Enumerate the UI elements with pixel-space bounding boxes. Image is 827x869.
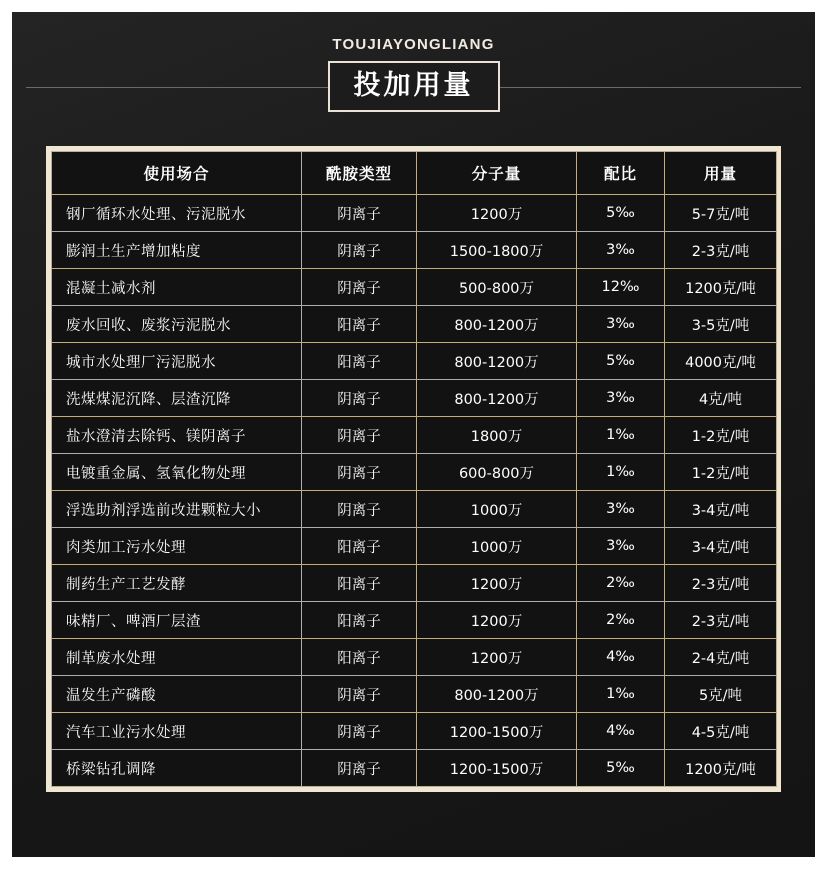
table-row: [52, 343, 777, 380]
cell-molecular-weight: 800-1200万: [417, 306, 577, 343]
cell-amide-type: 阳离子: [302, 306, 417, 343]
table-row: [52, 676, 777, 713]
dosage-table-card: [46, 146, 781, 792]
cell-dosage: 5克/吨: [665, 676, 777, 713]
cell-scene: 味精厂、啤酒厂层渣: [52, 602, 302, 639]
title-row: [12, 61, 815, 112]
cell-dosage: 5-7克/吨: [665, 195, 777, 232]
cell-ratio: 3‰: [577, 491, 665, 528]
header-divider-left: [26, 87, 349, 88]
cell-amide-type: 阴离子: [302, 269, 417, 306]
cell-ratio: 1‰: [577, 454, 665, 491]
table-row: [52, 602, 777, 639]
table-row: [52, 195, 777, 232]
cell-molecular-weight: 800-1200万: [417, 343, 577, 380]
cell-dosage: 3-4克/吨: [665, 528, 777, 565]
cell-scene: 汽车工业污水处理: [52, 713, 302, 750]
cell-amide-type: 阴离子: [302, 491, 417, 528]
table-body: [52, 195, 777, 787]
cell-scene: 温发生产磷酸: [52, 676, 302, 713]
cell-molecular-weight: 1200万: [417, 602, 577, 639]
cell-scene: 制药生产工艺发酵: [52, 565, 302, 602]
table-row: [52, 713, 777, 750]
table-row: [52, 639, 777, 676]
cell-ratio: 12‰: [577, 269, 665, 306]
cell-dosage: 1-2克/吨: [665, 417, 777, 454]
cell-scene: 桥梁钻孔调降: [52, 750, 302, 787]
cell-scene: 浮选助剂浮选前改进颗粒大小: [52, 491, 302, 528]
header-title-box: [328, 61, 500, 112]
table-row: [52, 565, 777, 602]
cell-amide-type: 阴离子: [302, 750, 417, 787]
cell-amide-type: 阳离子: [302, 602, 417, 639]
cell-ratio: 3‰: [577, 306, 665, 343]
table-row: [52, 380, 777, 417]
table-row: [52, 269, 777, 306]
cell-scene: 盐水澄清去除钙、镁阴离子: [52, 417, 302, 454]
cell-scene: 混凝土减水剂: [52, 269, 302, 306]
table-row: [52, 417, 777, 454]
cell-ratio: 4‰: [577, 713, 665, 750]
cell-dosage: 3-4克/吨: [665, 491, 777, 528]
cell-amide-type: 阴离子: [302, 417, 417, 454]
table-header-row: [52, 152, 777, 195]
cell-dosage: 4克/吨: [665, 380, 777, 417]
cell-dosage: 4000克/吨: [665, 343, 777, 380]
table-row: [52, 232, 777, 269]
cell-ratio: 3‰: [577, 232, 665, 269]
cell-ratio: 4‰: [577, 639, 665, 676]
cell-scene: 钢厂循环水处理、污泥脱水: [52, 195, 302, 232]
cell-molecular-weight: 1200万: [417, 565, 577, 602]
cell-ratio: 3‰: [577, 528, 665, 565]
cell-ratio: 1‰: [577, 417, 665, 454]
cell-amide-type: 阴离子: [302, 454, 417, 491]
content-panel: [12, 12, 815, 857]
cell-molecular-weight: 1200-1500万: [417, 750, 577, 787]
cell-scene: 肉类加工污水处理: [52, 528, 302, 565]
column-header-ratio: 配比: [577, 152, 665, 195]
table-header: [52, 152, 777, 195]
cell-scene: 废水回收、废浆污泥脱水: [52, 306, 302, 343]
cell-scene: 膨润土生产增加粘度: [52, 232, 302, 269]
cell-molecular-weight: 1200-1500万: [417, 713, 577, 750]
table-row: [52, 750, 777, 787]
cell-dosage: 1-2克/吨: [665, 454, 777, 491]
column-header-scene: 使用场合: [52, 152, 302, 195]
cell-dosage: 3-5克/吨: [665, 306, 777, 343]
table-row: [52, 491, 777, 528]
cell-amide-type: 阳离子: [302, 528, 417, 565]
cell-ratio: 3‰: [577, 380, 665, 417]
cell-dosage: 4-5克/吨: [665, 713, 777, 750]
table-row: [52, 306, 777, 343]
cell-amide-type: 阳离子: [302, 565, 417, 602]
header-divider-right: [478, 87, 801, 88]
dosage-table: [51, 151, 777, 787]
cell-amide-type: 阳离子: [302, 343, 417, 380]
cell-ratio: 5‰: [577, 195, 665, 232]
cell-molecular-weight: 1200万: [417, 195, 577, 232]
cell-ratio: 2‰: [577, 565, 665, 602]
cell-scene: 制革废水处理: [52, 639, 302, 676]
page-title: 投加用量: [353, 70, 474, 101]
cell-amide-type: 阳离子: [302, 639, 417, 676]
cell-dosage: 2-3克/吨: [665, 602, 777, 639]
cell-amide-type: 阴离子: [302, 195, 417, 232]
cell-amide-type: 阴离子: [302, 676, 417, 713]
cell-molecular-weight: 800-1200万: [417, 380, 577, 417]
cell-ratio: 2‰: [577, 602, 665, 639]
cell-scene: 电镀重金属、氢氧化物处理: [52, 454, 302, 491]
cell-molecular-weight: 1200万: [417, 639, 577, 676]
cell-ratio: 5‰: [577, 343, 665, 380]
header-pinyin-title: TOUJIAYONGLIANG: [332, 36, 495, 53]
cell-molecular-weight: 1500-1800万: [417, 232, 577, 269]
column-header-molecular-weight: 分子量: [417, 152, 577, 195]
table-row: [52, 454, 777, 491]
section-header: [12, 36, 815, 112]
cell-amide-type: 阴离子: [302, 713, 417, 750]
cell-molecular-weight: 500-800万: [417, 269, 577, 306]
cell-dosage: 1200克/吨: [665, 269, 777, 306]
column-header-amide-type: 酰胺类型: [302, 152, 417, 195]
table-row: [52, 528, 777, 565]
cell-dosage: 1200克/吨: [665, 750, 777, 787]
cell-amide-type: 阴离子: [302, 380, 417, 417]
cell-molecular-weight: 800-1200万: [417, 676, 577, 713]
cell-molecular-weight: 1800万: [417, 417, 577, 454]
cell-ratio: 1‰: [577, 676, 665, 713]
cell-amide-type: 阴离子: [302, 232, 417, 269]
column-header-dosage: 用量: [665, 152, 777, 195]
cell-dosage: 2-3克/吨: [665, 565, 777, 602]
cell-molecular-weight: 1000万: [417, 528, 577, 565]
cell-scene: 城市水处理厂污泥脱水: [52, 343, 302, 380]
cell-scene: 洗煤煤泥沉降、层渣沉降: [52, 380, 302, 417]
cell-molecular-weight: 600-800万: [417, 454, 577, 491]
cell-dosage: 2-4克/吨: [665, 639, 777, 676]
cell-ratio: 5‰: [577, 750, 665, 787]
cell-dosage: 2-3克/吨: [665, 232, 777, 269]
cell-molecular-weight: 1000万: [417, 491, 577, 528]
